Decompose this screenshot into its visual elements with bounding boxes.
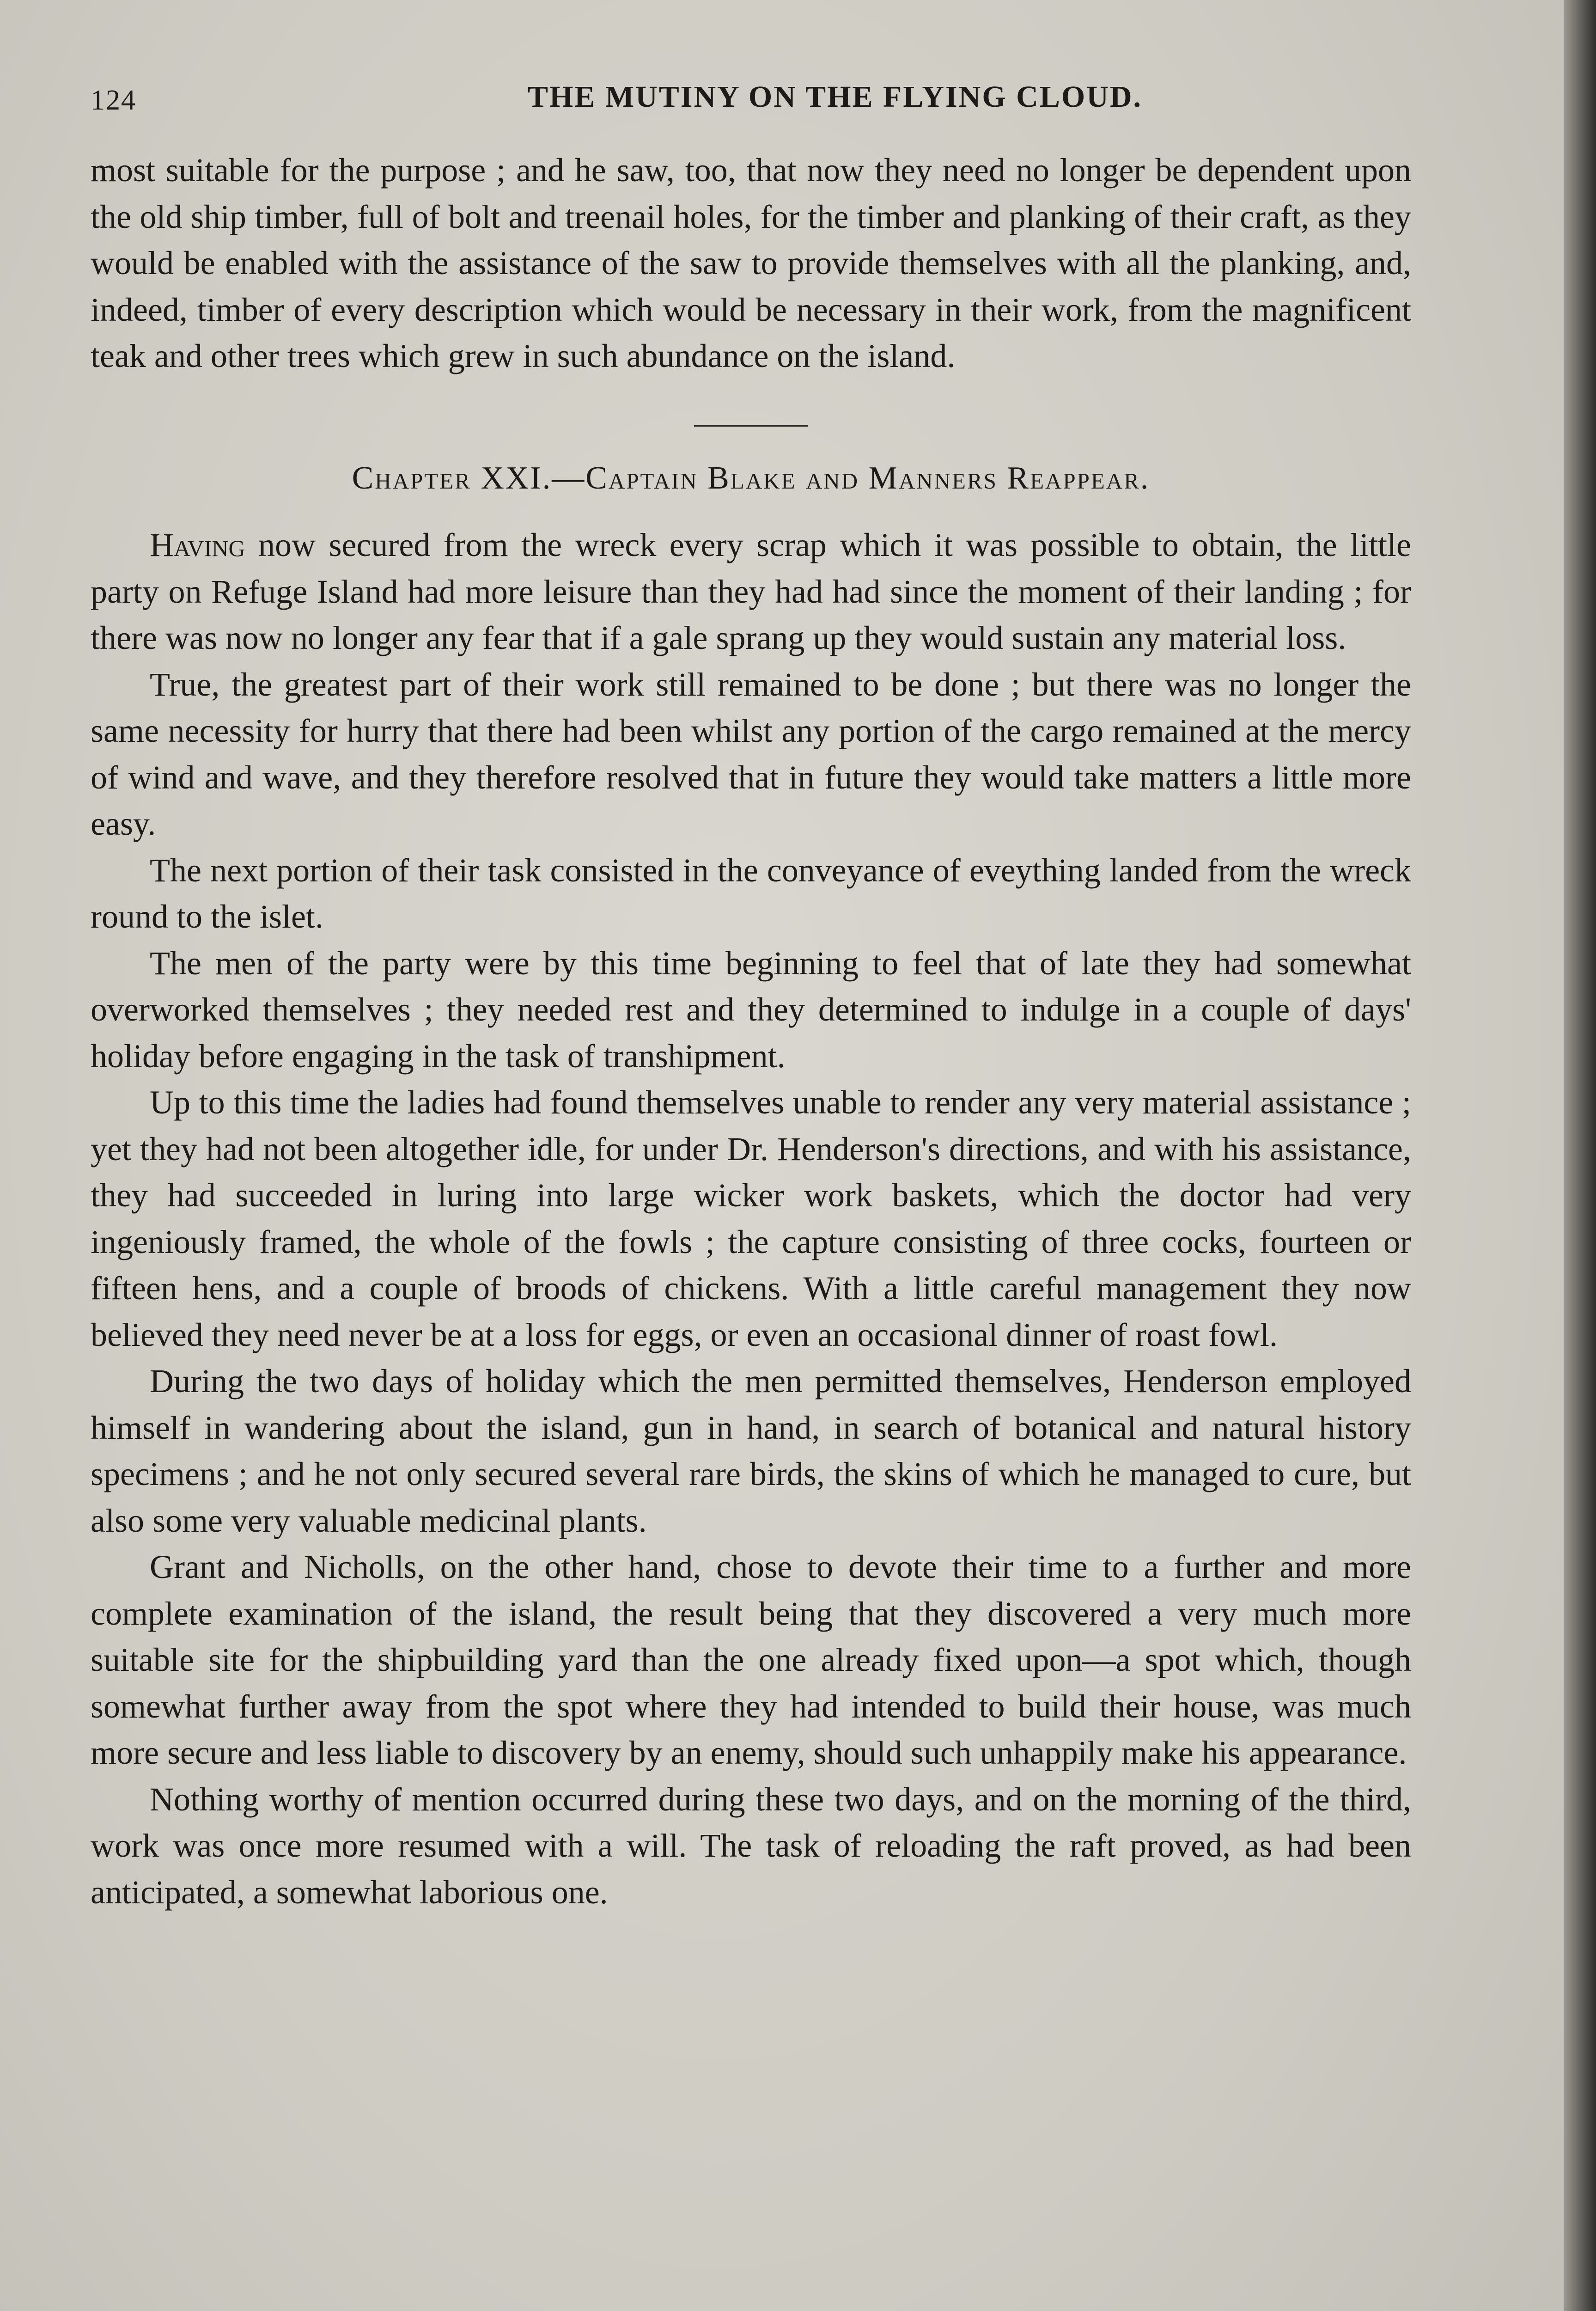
- paragraph: The next portion of their task consisted in the conveyance of eveything landed from the wreck round to the islet.: [91, 851, 1411, 935]
- running-title: THE MUTINY ON THE FLYING CLOUD.: [527, 80, 1143, 114]
- drop-word: Having: [150, 526, 245, 563]
- paragraph: The men of the party were by this time beginning to feel that of late they had somewhat overworked themselves ; they needed rest and they determined to indulge in a couple of days' holiday before engaging in the task of transhipment.: [91, 944, 1411, 1075]
- continued-paragraph: most suitable for the purpose ; and he saw, too, that now they need no longer be dependent upon the old ship timber, full of bolt and treenail holes, for the timber and planking of their craft, as they would be enabled with the assistance of the saw to provide themselves with all the planking, and, indeed, timber of every description which would be necessary in their work, from the magnificent teak and other trees which grew in such abundance on the island.: [91, 152, 1411, 374]
- paragraph: Up to this time the ladies had found themselves unable to render any very material assistance ; yet they had not been altogether idle, for under Dr. Henderson's directions, and with his assistance, they had succeeded in luring into large wicker work baskets, which the doctor had very ingeniously framed, the whole of the fowls ; the capture consisting of three cocks, fourteen or fifteen hens, and a couple of broods of chickens. With a little careful management they now believed they need never be at a loss for eggs, or even an occasional dinner of roast fowl.: [91, 1084, 1411, 1353]
- paragraph: During the two days of holiday which the men permitted themselves, Henderson employed himself in wandering about the island, gun in hand, in search of botanical and natural history specimens ; and he not only secured several rare birds, the skins of which he managed to cure, but also some very valuable medicinal plants.: [91, 1363, 1411, 1539]
- paragraph: Grant and Nicholls, on the other hand, chose to devote their time to a further and more complete examination of the island, the result being that they discovered a very much more suitable site for the shipbuilding yard than the one already fixed upon—a spot which, though somewhat further away from the spot where they had intended to build their house, was much more secure and less liable to discovery by an enemy, should such unhappily make his appearance.: [91, 1548, 1411, 1771]
- opening-paragraph-text: now secured from the wreck every scrap which it was possible to obtain, the little party on Refuge Island had more leisure than they had had since the moment of their landing ; for there was now no longer any fear that if a gale sprang up they would sustain any material loss.: [91, 526, 1411, 656]
- section-rule: [694, 425, 808, 427]
- page-edge-shadow: [1564, 0, 1596, 2311]
- page-number: 124: [91, 85, 136, 116]
- chapter-heading: Chapter XXI.—Captain Blake and Manners Reappear.: [352, 460, 1150, 496]
- body-text: [91, 147, 1411, 1915]
- paragraph: Nothing worthy of mention occurred during these two days, and on the morning of the third, work was once more resumed with a will. The task of reloading the raft proved, as had been anticipated, a somewhat laborious one.: [91, 1780, 1411, 1911]
- chapter-opening-paragraph: [91, 522, 1411, 661]
- paragraph: True, the greatest part of their work still remained to be done ; but there was no longer the same necessity for hurry that there had been whilst any portion of the cargo remained at the mercy of wind and wave, and they therefore resolved that in future they would take matters a little more easy.: [91, 666, 1411, 842]
